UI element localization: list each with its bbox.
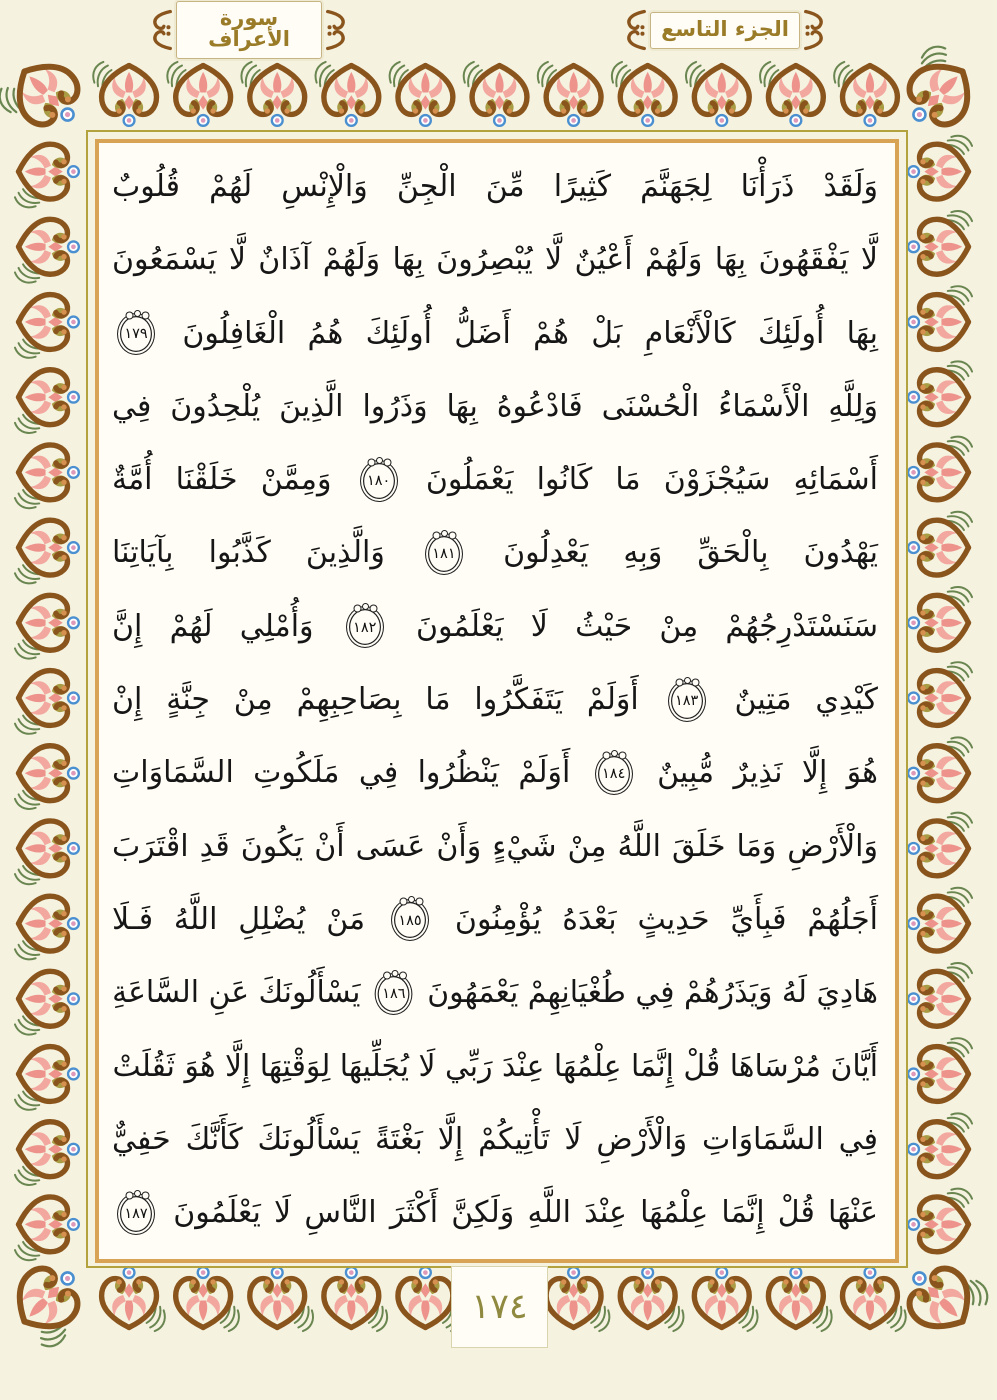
quran-text-segment: وَلِلَّهِ الْأَسْمَاءُ الْحُسْنَى فَادْعُوهُ بِهَا وَذَرُوا الَّذِينَ يُلْحِدُونَ فِي	[112, 388, 878, 424]
quran-text-segment: يَسْأَلُونَكَ عَنِ السَّاعَةِ	[112, 975, 361, 1011]
verse-number-badge	[668, 680, 706, 722]
quran-line	[112, 1030, 879, 1103]
verse-number-badge	[391, 899, 429, 941]
surah-title-box	[176, 1, 322, 59]
verse-number-badge	[346, 606, 384, 648]
juz-title-box	[650, 12, 800, 49]
quran-text-segment: فِي السَّمَاوَاتِ وَالْأَرْضِ لَا تَأْتِيكُمْ إِلَّا بَغْتَةً يَسْأَلُونَكَ كَأَنَّكَ حَفِيٌّ	[112, 1121, 878, 1157]
quran-text-segment: وَأُمْلِي لَهُمْ إِنَّ	[112, 608, 314, 644]
quran-text-segment: مَنْ يُضْلِلِ اللَّهُ فَـلَا	[112, 901, 366, 937]
quran-text-segment: أَجَلُهُمْ فَبِأَيِّ حَدِيثٍ بَعْدَهُ يُؤْمِنُونَ	[454, 901, 878, 937]
verse-number-badge	[425, 533, 463, 575]
quran-text-segment: أَسْمَائِهِ سَيُجْزَوْنَ مَا كَانُوا يَعْمَلُونَ	[425, 462, 878, 498]
verse-number-badge	[375, 973, 413, 1015]
verse-number: ١٧٩	[124, 326, 148, 343]
quran-line	[112, 1176, 878, 1249]
verse-number: ١٨١	[432, 546, 456, 563]
quran-text-segment: وَمِمَّنْ خَلَقْنَا أُمَّةٌ	[112, 462, 332, 498]
verse-number: ١٨٥	[398, 912, 422, 929]
quran-line	[112, 297, 878, 370]
quran-line	[112, 1103, 878, 1176]
verse-number: ١٨٠	[366, 472, 391, 489]
page-number-box	[451, 1266, 548, 1348]
quran-text-segment: بِهَا أُولَئِكَ كَالْأَنْعَامِ بَلْ هُمْ أَضَلُّ أُولَئِكَ هُمُ الْغَافِلُونَ	[182, 315, 878, 351]
verse-number: ١٨٦	[382, 986, 406, 1003]
quran-text-segment: كَيْدِي مَتِينٌ	[734, 682, 878, 718]
verse-number: ١٨٤	[602, 766, 626, 783]
quran-text-segment: يَهْدُونَ بِالْحَقِّ وَبِهِ يَعْدِلُونَ	[503, 535, 878, 571]
quran-line	[112, 883, 878, 956]
quran-line	[112, 590, 878, 663]
quran-text-segment: أَيَّانَ مُرْسَاهَا قُلْ إِنَّمَا عِلْمُهَا عِنْدَ رَبِّي لَا يُجَلِّيهَا لِوَقْتِهَا إِلَّا هُوَ ثَقُلَتْ	[112, 1048, 879, 1084]
ornamental-bracket-icon	[150, 7, 174, 53]
ornamental-bracket-icon	[324, 7, 348, 53]
quran-text-segment: لَّا يَفْقَهُونَ بِهَا وَلَهُمْ أَعْيُنٌ لَّا يُبْصِرُونَ بِهَا وَلَهُمْ آذَانٌ لَّا يَسْمَعُونَ	[112, 242, 878, 278]
quran-line	[112, 443, 878, 516]
quran-line	[112, 956, 878, 1029]
ornamental-bracket-icon	[624, 7, 648, 53]
quran-text-segment: عَنْهَا قُلْ إِنَّمَا عِلْمُهَا عِنْدَ اللَّهِ وَلَكِنَّ أَكْثَرَ النَّاسِ لَا يَعْلَمُونَ	[173, 1195, 878, 1231]
quran-text-segment: أَوَلَمْ يَنْظُرُوا فِي مَلَكُوتِ السَّمَاوَاتِ	[112, 755, 571, 791]
quran-text-segment: سَنَسْتَدْرِجُهُمْ مِنْ حَيْثُ لَا يَعْلَمُونَ	[415, 608, 878, 644]
verse-number-badge	[117, 1193, 155, 1235]
quran-text-segment: هَادِيَ لَهُ وَيَذَرُهُمْ فِي طُغْيَانِهِمْ يَعْمَهُونَ	[427, 975, 878, 1011]
page-number: ١٧٤	[471, 1287, 528, 1327]
quran-line	[112, 663, 878, 736]
ornamental-bracket-icon	[802, 7, 826, 53]
quran-line	[112, 150, 878, 223]
quran-line	[112, 516, 878, 589]
quran-text-block	[112, 150, 878, 1250]
juz-title-cartouche	[624, 6, 826, 54]
juz-title-label: الجزء التاسع	[661, 16, 789, 41]
quran-line	[112, 223, 878, 296]
verse-number: ١٨٢	[353, 619, 377, 636]
surah-title-label: سورة الأعراف	[208, 6, 290, 51]
verse-number-badge	[595, 753, 633, 795]
surah-title-cartouche	[150, 6, 348, 54]
quran-text-segment: وَالَّذِينَ كَذَّبُوا بِآيَاتِنَا	[112, 535, 385, 571]
quran-line	[112, 810, 878, 883]
verse-number-badge	[117, 313, 155, 355]
quran-line	[112, 370, 878, 443]
verse-number: ١٨٣	[674, 692, 699, 709]
quran-text-segment: هُوَ إِلَّا نَذِيرٌ مُّبِينٌ	[657, 755, 878, 791]
quran-text-segment: وَلَقَدْ ذَرَأْنَا لِجَهَنَّمَ كَثِيرًا مِّنَ الْجِنِّ وَالْإِنْسِ لَهُمْ قُلُوبٌ	[112, 169, 878, 204]
quran-text-segment: أَوَلَمْ يَتَفَكَّرُوا مَا بِصَاحِبِهِمْ مِنْ جِنَّةٍ إِنْ	[112, 682, 639, 718]
verse-number-badge	[360, 460, 398, 502]
quran-line	[112, 736, 878, 809]
verse-number: ١٨٧	[124, 1205, 148, 1222]
quran-text-segment: وَالْأَرْضِ وَمَا خَلَقَ اللَّهُ مِنْ شَيْءٍ وَأَنْ عَسَى أَنْ يَكُونَ قَدِ اقْتَرَبَ	[112, 828, 878, 864]
